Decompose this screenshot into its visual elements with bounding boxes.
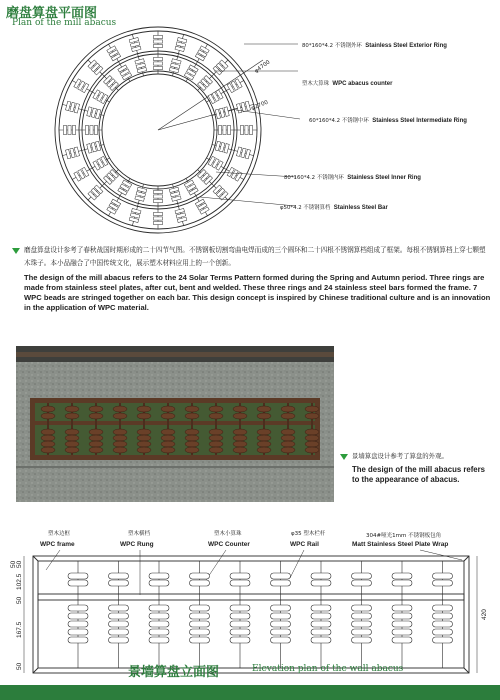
photo-bead [65,413,79,419]
photo-bead [209,447,223,453]
photo-bead [209,441,223,447]
elevation-counter [271,637,291,643]
abacus-bead [240,126,243,135]
photo-bead [233,413,247,419]
photo-bead [161,413,175,419]
callout-spec: 塑木大算珠 [302,81,329,87]
abacus-bead [154,44,163,47]
photo-bead [233,429,247,435]
photo-bead [137,441,151,447]
elevation-label-wrap-en: Matt Stainless Steel Plate Wrap [352,541,449,548]
photo-bead [137,406,151,412]
elevation-counter [230,637,250,643]
photo-bead [113,435,127,441]
photo-bead [281,441,295,447]
elevation-title-en: Elevation plan of the wall abacus [252,664,404,674]
photo-bead [65,429,79,435]
callout-label: WPC abacus counter [332,81,393,87]
elevation-counter [311,580,331,586]
abacus-bead [154,35,163,38]
abacus-bead [154,217,163,220]
photo-bead [161,429,175,435]
photo-bead [209,413,223,419]
elevation-counter [271,580,291,586]
photo-bead [41,429,55,435]
elevation-counter [190,629,210,635]
photo-bead [305,435,319,441]
photo-bead [185,413,199,419]
elevation-counter [109,629,129,635]
elevation-counter [352,621,372,627]
plan-title-en: Plan of the mill abacus [12,18,117,28]
leader-intermediate-ring [236,110,300,119]
photo-bead [281,413,295,419]
callout-spec: 80*160*4.2 不锈钢外环 [302,43,362,49]
elevation-title-cn: 景墙算盘立面图 [128,665,220,680]
elevation-counter [392,613,412,619]
abacus-bead [94,126,97,135]
photo-bead [281,435,295,441]
photo-bead [257,441,271,447]
abacus-bead [72,126,75,135]
elevation-counter [392,629,412,635]
photo-bead [89,441,103,447]
stone-base [16,466,334,502]
abacus-bead [227,126,230,135]
elevation-counter [230,629,250,635]
elevation-counter [392,637,412,643]
elevation-counter [311,613,331,619]
abacus-bead [68,126,71,135]
photo-bead [113,429,127,435]
callout-spec: 60*160*4.2 不锈钢中环 [309,118,369,124]
bullet-icon [340,454,348,460]
callout-label: Stainless Steel Exterior Ring [365,43,447,49]
photo-bead [137,435,151,441]
photo-bead [305,447,319,453]
elevation-counter [68,605,88,611]
elevation-counter [190,605,210,611]
elevation-counter [190,613,210,619]
photo-bead [281,429,295,435]
description-en: The design of the mill abacus refers to the 24 Solar Terms Pattern formed during the Spring and Autumn period. Three rings are made from stainless steel plates, after cut, bent and welded. These three rings and 24 stainless steel bars formed the frame. 7 WPC beads are stringed together on each bar. This design concept is inspired by Chinese traditional culture and is an innovation in the application of WPC material. [24,273,491,312]
elevation-counter [433,605,453,611]
elevation-counter [190,580,210,586]
description-cn: 磨盘算盘设计参考了春秋战国时期形成的二十四节气图。不锈钢板切割弯曲电焊而成的三个圆环和二十四根不锈钢算档组成了框架。每根不锈钢算档上穿七颗塑木珠子。本小品融合了中国传统文化，展示塑木材料应用上的一个创新。 [24,246,486,267]
callout-label: Stainless Steel Bar [333,205,388,211]
photo-bead [161,441,175,447]
elevation-counter [311,637,331,643]
photo-bead [137,429,151,435]
photo-bead [161,447,175,453]
elevation-counter [68,637,88,643]
callout-exterior-ring [302,41,447,49]
abacus-bead [154,66,163,69]
elevation-counter [352,613,372,619]
photo-bead [185,435,199,441]
elevation-counter [352,637,372,643]
photo-bead [89,429,103,435]
photo-bead [209,429,223,435]
elevation-label-counter-en: WPC Counter [208,541,250,548]
photo-bead [113,441,127,447]
elevation-counter [271,605,291,611]
elevation-counter [230,621,250,627]
bullet-icon [12,248,20,254]
photo-caption-en: The design of the mill abacus refers to the appearance of abacus. [352,465,486,484]
abacus-bead [223,126,226,135]
elevation-counter [109,637,129,643]
abacus-bead [63,126,66,135]
photo-bead [281,406,295,412]
abacus-bead [249,126,252,135]
photo-bead [209,406,223,412]
callout-inner-ring [284,173,421,181]
label-cn: 塑木边框 [48,531,71,537]
photo-bead [41,441,55,447]
dim-left-top: 50 [10,560,17,568]
photo-bead [65,447,79,453]
elevation-label-wrap-cn: 304#哑光1mm 不锈钢板包角 [366,533,442,539]
elevation-label-rung-en: WPC Rung [120,541,154,548]
abacus-bead [154,40,163,43]
elevation-counter [68,613,88,619]
elevation-counter [68,580,88,586]
photo-bead [41,413,55,419]
photo-bead [305,441,319,447]
elevation-counter [230,613,250,619]
dim-left-0: 50 [16,560,23,568]
elevation-label-rail-cn: φ35 塑木栏杆 [291,531,326,537]
photo-bead [65,406,79,412]
callout-label: Stainless Steel Intermediate Ring [372,118,467,124]
photo-bead [305,429,319,435]
elevation-label-counter-cn: 塑木小算珠 [214,531,242,537]
elevation-rung [38,594,464,600]
elevation-counter [392,580,412,586]
photo-bead [233,435,247,441]
elevation-counter [68,621,88,627]
abacus-bead [154,195,163,198]
photo-bead [89,406,103,412]
photo-bead [137,447,151,453]
wall-abacus-photo-illustration [16,346,334,502]
callout-counter [302,79,392,87]
photo-bead [89,413,103,419]
radius-dim-line-inner [158,106,245,130]
photo-bead [185,447,199,453]
elevation-counter [109,580,129,586]
elevation-label-rail-en: WPC Rail [290,541,319,548]
abacus-bead [218,126,221,135]
photo-bead [185,429,199,435]
abacus-bead [154,190,163,193]
elevation-counter [271,573,291,579]
photo-bead [89,447,103,453]
callout-spec: 80*160*4.2 不锈钢内环 [284,175,344,181]
elevation-label-rung-cn: 塑木横档 [128,531,151,537]
callout-label: Stainless Steel Inner Ring [347,175,421,181]
wall-abacus-photo [16,346,334,502]
photo-bead [89,435,103,441]
footer-bar [0,685,500,700]
callout-intermediate-ring [309,116,467,124]
elevation-counter [433,580,453,586]
elevation-counter [230,605,250,611]
elevation-counter [190,637,210,643]
elevation-counter [149,605,169,611]
abacus-bead [245,126,248,135]
elevation-counter [149,573,169,579]
abacus-bead [154,62,163,65]
elevation-counter [433,629,453,635]
elevation-counter [109,621,129,627]
elevation-counter [352,605,372,611]
elevation-counter [109,613,129,619]
dim-inner-diameter: φ2700 [250,99,270,112]
elevation-counter [149,621,169,627]
elevation-counter [230,573,250,579]
dim-left-2: 50 [16,596,23,604]
dim-left-4: 50 [16,662,23,670]
abacus-bead [90,126,93,135]
elevation-counter [149,580,169,586]
photo-bead [65,441,79,447]
elevation-counter [149,637,169,643]
elevation-counter [352,629,372,635]
callout-spec: φ50*4.2 不锈钢算档 [280,205,331,211]
elevation-counter [311,621,331,627]
abacus-bead [85,126,88,135]
photo-bead [233,441,247,447]
elevation-counter [392,621,412,627]
photo-bead [65,435,79,441]
elevation-counter [109,573,129,579]
elevation-counter [352,573,372,579]
elevation-counter [311,573,331,579]
photo-bead [257,435,271,441]
elevation-counter [352,580,372,586]
dim-left-1: 102.5 [16,573,23,590]
photo-bead [305,406,319,412]
elevation-counter [271,613,291,619]
dim-outer-diameter: φ4700 [253,59,272,75]
abacus-bead [154,199,163,202]
photo-bead [161,435,175,441]
elevation-rails-and-counters [68,561,453,668]
plan-title-cn: 磨盘算盘平面图 [6,6,98,21]
callout-bar [280,203,388,211]
photo-bead [257,447,271,453]
elevation-counter [392,573,412,579]
photo-bead [41,406,55,412]
photo-bead [281,447,295,453]
dim-right: 420 [481,609,488,620]
abacus-bead [154,57,163,60]
photo-bead [113,406,127,412]
elevation-counter [109,605,129,611]
photo-bead [257,406,271,412]
elevation-counter [68,629,88,635]
elevation-counter [190,621,210,627]
abacus-bead [154,221,163,224]
photo-bead [41,447,55,453]
elevation-counter [311,605,331,611]
elevation-counter [271,629,291,635]
elevation-counter [433,637,453,643]
elevation-counter [149,613,169,619]
elevation-counter [311,629,331,635]
photo-bead [305,413,319,419]
photo-bead [257,429,271,435]
dim-left-3: 167.5 [16,621,23,638]
photo-bead [113,413,127,419]
photo-bead [233,406,247,412]
photo-bead [233,447,247,453]
photo-bead [41,435,55,441]
photo-caption-cn: 景墙算盘设计参考了算盘的外观。 [352,452,448,460]
elevation-counter [433,573,453,579]
elevation-counter [190,573,210,579]
photo-bead [185,406,199,412]
photo-bead [209,435,223,441]
photo-bead [257,413,271,419]
elevation-counter [433,613,453,619]
elevation-counter [68,573,88,579]
elevation-counter [392,605,412,611]
elevation-counter [271,621,291,627]
photo-bead [113,447,127,453]
photo-bead [161,406,175,412]
elevation-counter [149,629,169,635]
photo-bead [137,413,151,419]
abacus-bead [154,212,163,215]
elevation-label-frame-en: WPC frame [40,541,75,548]
elevation-counter [230,580,250,586]
photo-bead [185,441,199,447]
elevation-counter [433,621,453,627]
